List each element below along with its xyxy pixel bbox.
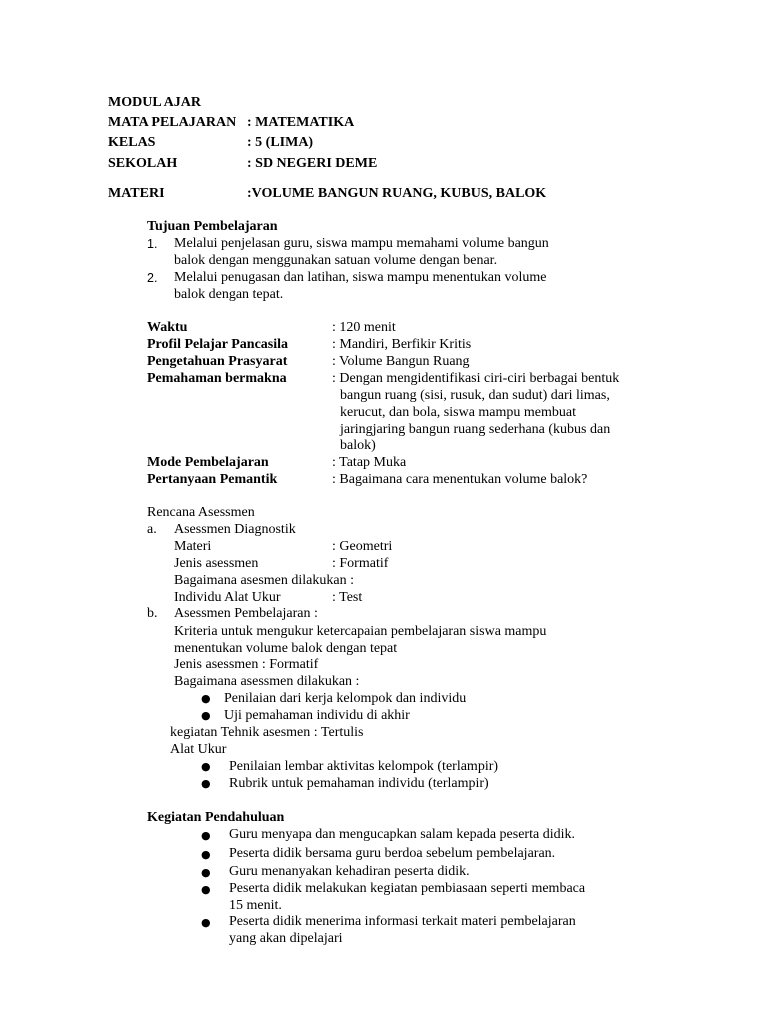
asesmen-b-alat-bullet-2: Rubrik untuk pemahaman individu (terlampir) — [229, 776, 489, 791]
asesmen-a-title: Asessmen Diagnostik — [174, 522, 296, 537]
bullet-icon: ● — [201, 777, 211, 790]
pendahuluan-heading: Kegiatan Pendahuluan — [147, 810, 285, 825]
asesmen-b-kriteria-line-2: menentukan volume balok dengan tepat — [174, 641, 398, 656]
asesmen-a-alat-label: Individu Alat Ukur — [174, 590, 281, 605]
info-value-prasyarat: : Volume Bangun Ruang — [332, 354, 470, 369]
bullet-icon: ● — [201, 692, 211, 705]
asesmen-a-materi-value: : Geometri — [332, 539, 393, 554]
field-value-sekolah: : SD NEGERI DEME — [247, 156, 378, 171]
bullet-icon: ● — [201, 709, 211, 722]
info-value-pemahaman-line-1: : Dengan mengidentifikasi ciri-ciri berbagai bentuk — [332, 371, 620, 386]
field-label-sekolah: SEKOLAH — [108, 156, 178, 171]
info-value-pemahaman-line-4: jaringjaring bangun ruang sederhana (kubus dan — [340, 422, 611, 437]
tujuan-number-1: 1. — [147, 237, 158, 251]
asesmen-b-jenis: Jenis asessmen : Formatif — [174, 657, 319, 672]
info-label-pemantik: Pertanyaan Pemantik — [147, 472, 278, 487]
tujuan-item-1-line-2: balok dengan menggunakan satuan volume dengan benar. — [174, 253, 498, 268]
field-value-materi: :VOLUME BANGUN RUANG, KUBUS, BALOK — [247, 186, 547, 201]
asesmen-a-marker: a. — [147, 522, 157, 537]
asesmen-b-bagaimana: Bagaimana asessmen dilakukan : — [174, 674, 360, 689]
field-label-mata-pelajaran: MATA PELAJARAN — [108, 115, 237, 130]
pendahuluan-item-4-line-2: 15 menit. — [229, 898, 282, 913]
asesmen-a-jenis-label: Jenis asessmen — [174, 556, 259, 571]
pendahuluan-item-2: Peserta didik bersama guru berdoa sebelum pembelajaran. — [229, 846, 556, 861]
field-value-kelas: : 5 (LIMA) — [247, 135, 314, 150]
asesmen-b-teknik: kegiatan Tehnik asesmen : Tertulis — [170, 725, 364, 740]
document-title: MODUL AJAR — [108, 95, 201, 110]
field-label-materi: MATERI — [108, 186, 165, 201]
field-label-kelas: KELAS — [108, 135, 156, 150]
bullet-icon: ● — [201, 848, 211, 861]
field-value-mata-pelajaran: : MATEMATIKA — [247, 115, 355, 130]
info-value-waktu: : 120 menit — [332, 320, 396, 335]
bullet-icon: ● — [201, 883, 211, 896]
tujuan-heading: Tujuan Pembelajaran — [147, 219, 278, 234]
asesmen-heading: Rencana Asessmen — [147, 505, 255, 520]
asesmen-b-kriteria-line-1: Kriteria untuk mengukur ketercapaian pembelajaran siswa mampu — [174, 624, 547, 639]
asesmen-a-jenis-value: : Formatif — [332, 556, 389, 571]
bullet-icon: ● — [201, 829, 211, 842]
info-label-pemahaman: Pemahaman bermakna — [147, 371, 287, 386]
asesmen-b-alat-bullet-1: Penilaian lembar aktivitas kelompok (terlampir) — [229, 759, 499, 774]
asesmen-b-bullet-1: Penilaian dari kerja kelompok dan individu — [224, 691, 467, 706]
asesmen-b-title: Asessmen Pembelajaran : — [174, 606, 318, 621]
info-value-pemantik: : Bagaimana cara menentukan volume balok? — [332, 472, 588, 487]
asesmen-b-marker: b. — [147, 606, 158, 621]
asesmen-a-bagaimana: Bagaimana asesmen dilakukan : — [174, 573, 354, 588]
pendahuluan-item-5-line-2: yang akan dipelajari — [229, 931, 343, 946]
pendahuluan-item-3: Guru menanyakan kehadiran peserta didik. — [229, 864, 470, 879]
pendahuluan-item-1: Guru menyapa dan mengucapkan salam kepada peserta didik. — [229, 827, 575, 842]
tujuan-item-2-line-2: balok dengan tepat. — [174, 287, 284, 302]
pendahuluan-item-4-line-1: Peserta didik melakukan kegiatan pembiasaan seperti membaca — [229, 881, 586, 896]
info-value-pemahaman-line-5: balok) — [340, 438, 376, 453]
info-label-prasyarat: Pengetahuan Prasyarat — [147, 354, 288, 369]
asesmen-b-bullet-2: Uji pemahaman individu di akhir — [224, 708, 410, 723]
asesmen-a-alat-value: : Test — [332, 590, 363, 605]
info-label-mode: Mode Pembelajaran — [147, 455, 269, 470]
tujuan-item-2-line-1: Melalui penugasan dan latihan, siswa mampu menentukan volume — [174, 270, 547, 285]
bullet-icon: ● — [201, 916, 211, 929]
info-value-profil: : Mandiri, Berfikir Kritis — [332, 337, 472, 352]
info-value-mode: : Tatap Muka — [332, 455, 407, 470]
bullet-icon: ● — [201, 760, 211, 773]
pendahuluan-item-5-line-1: Peserta didik menerima informasi terkait materi pembelajaran — [229, 914, 576, 929]
asesmen-b-alat: Alat Ukur — [170, 742, 227, 757]
tujuan-number-2: 2. — [147, 271, 158, 285]
asesmen-a-materi-label: Materi — [174, 539, 212, 554]
info-label-waktu: Waktu — [147, 320, 188, 335]
info-value-pemahaman-line-2: bangun ruang (sisi, rusuk, dan sudut) dari limas, — [340, 388, 610, 403]
tujuan-item-1-line-1: Melalui penjelasan guru, siswa mampu memahami volume bangun — [174, 236, 549, 251]
bullet-icon: ● — [201, 866, 211, 879]
info-value-pemahaman-line-3: kerucut, dan bola, siswa mampu membuat — [340, 405, 576, 420]
info-label-profil: Profil Pelajar Pancasila — [147, 337, 289, 352]
